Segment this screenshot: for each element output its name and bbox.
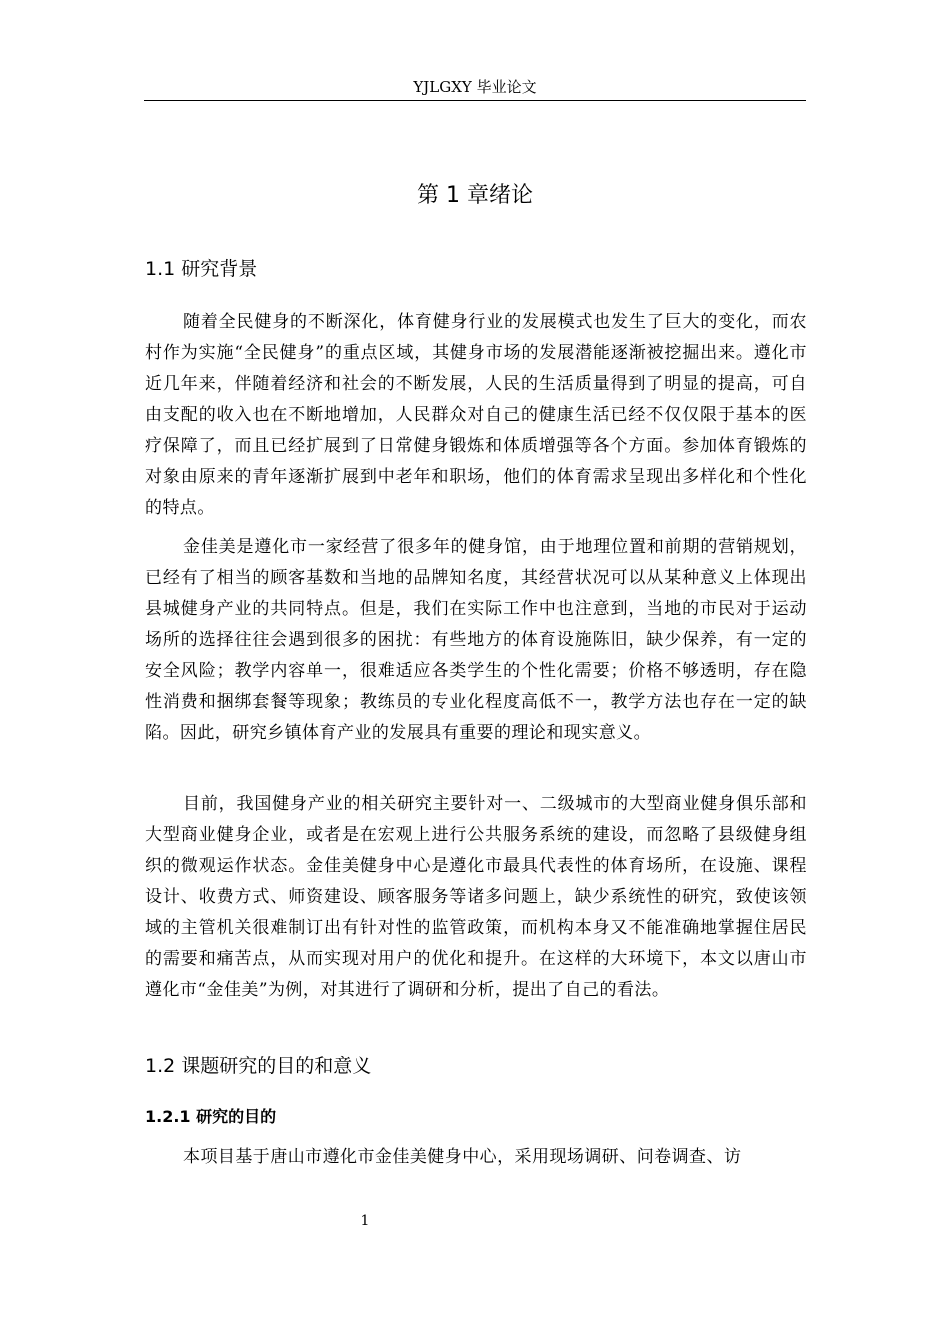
page-number: 1	[360, 1213, 370, 1229]
running-header: YJLGXY 毕业论文	[413, 78, 537, 96]
body-paragraph: 金佳美是遵化市一家经营了很多年的健身馆，由于地理位置和前期的营销规划，已经有了相当的顾客基数和当地的品牌知名度，其经营状况可以从某种意义上体现出县城健身产业的共同特点。但是，我们在实际工作中也注意到，当地的市民对于运动场所的选择往往会遇到很多的困扰：有些地方的体育设施陈旧，缺少保养，有一定的安全风险；教学内容单一，很难适应各类学生的个性化需要；价格不够透明，存在隐性消费和捆绑套餐等现象；教练员的专业化程度高低不一，教学方法也存在一定的缺陷。因此，研究乡镇体育产业的发展具有重要的理论和现实意义。	[145, 537, 807, 743]
section-heading-1-2: 1.2 课题研究的目的和意义	[145, 1055, 372, 1077]
subsection-heading-1-2-1: 1.2.1 研究的目的	[145, 1107, 277, 1126]
section-heading-1-1: 1.1 研究背景	[145, 258, 258, 280]
body-paragraph: 随着全民健身的不断深化，体育健身行业的发展模式也发生了巨大的变化，而农村作为实施“全民健身”的重点区域，其健身市场的发展潜能逐渐被挖掘出来。遵化市近几年来，伴随着经济和社会的不断发展，人民的生活质量得到了明显的提高，可自由支配的收入也在不断地增加，人民群众对自己的健康生活已经不仅仅限于基本的医疗保障了，而且已经扩展到了日常健身锻炼和体质增强等各个方面。参加体育锻炼的对象由原来的青年逐渐扩展到中老年和职场，他们的体育需求呈现出多样化和个性化的特点。	[145, 312, 807, 518]
header-divider	[144, 100, 806, 101]
body-paragraph: 目前，我国健身产业的相关研究主要针对一、二级城市的大型商业健身俱乐部和大型商业健身企业，或者是在宏观上进行公共服务系统的建设，而忽略了县级健身组织的微观运作状态。金佳美健身中心是遵化市最具代表性的体育场所，在设施、课程设计、收费方式、师资建设、顾客服务等诸多问题上，缺少系统性的研究，致使该领域的主管机关很难制订出有针对性的监管政策，而机构本身又不能准确地掌握住居民的需要和痛苦点，从而实现对用户的优化和提升。在这样的大环境下，本文以唐山市遵化市“金佳美”为例，对其进行了调研和分析，提出了自己的看法。	[145, 794, 807, 1000]
chapter-title: 第 1 章绪论	[417, 183, 533, 208]
body-paragraph: 本项目基于唐山市遵化市金佳美健身中心，采用现场调研、问卷调查、访	[183, 1147, 742, 1167]
